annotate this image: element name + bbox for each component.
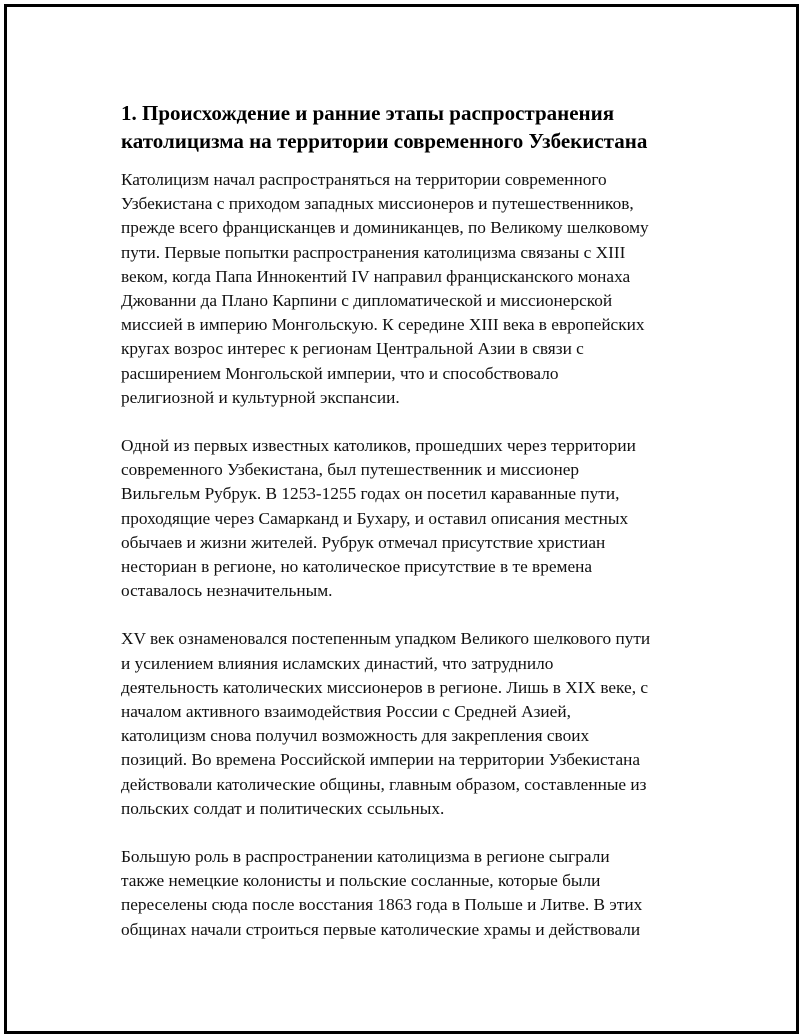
paragraph-line: миссией в империю Монгольскую. К середине XIII века в европейских bbox=[121, 315, 645, 335]
paragraph-line: оставалось незначительным. bbox=[121, 581, 333, 601]
paragraph-line: Католицизм начал распространяться на территории современного bbox=[121, 170, 607, 189]
document-body bbox=[121, 99, 701, 942]
page-frame bbox=[4, 4, 799, 1034]
paragraph-line: несториан в регионе, но католическое присутствие в те времена bbox=[121, 557, 593, 577]
paragraph-line: обычаев и жизни жителей. Рубрук отмечал присутствие христиан bbox=[121, 532, 606, 552]
heading-line: католицизма на территории современного Узбекистана bbox=[121, 129, 648, 153]
paragraph-line: кругах возрос интерес к регионам Центральной Азии в связи с bbox=[121, 339, 584, 359]
paragraph-line: религиозной и культурной экспансии. bbox=[121, 387, 400, 407]
paragraph-line: Большую роль в распространении католицизма в регионе сыграли bbox=[121, 847, 610, 867]
paragraph-line: современного Узбекистана, был путешественник и миссионер bbox=[121, 460, 580, 480]
paragraph-line: расширением Монгольской империи, что и способствовало bbox=[121, 363, 559, 383]
paragraph-line: веком, когда Папа Иннокентий IV направил францисканского монаха bbox=[121, 266, 631, 286]
paragraph-line: Вильгельм Рубрук. В 1253-1255 годах он посетил караванные пути, bbox=[121, 484, 620, 504]
paragraph-line: пути. Первые попытки распространения католицизма связаны с XIII bbox=[121, 242, 626, 262]
paragraph-line: позиций. Во времена Российской империи на территории Узбекистана bbox=[121, 750, 641, 770]
paragraph bbox=[121, 627, 701, 821]
paragraph-line: общинах начали строиться первые католические храмы и действовали bbox=[121, 919, 641, 939]
paragraph-line: проходящие через Самарканд и Бухару, и оставил описания местных bbox=[121, 508, 629, 528]
paragraph-line: также немецкие колонисты и польские сосланные, которые были bbox=[121, 871, 601, 891]
paragraph-line: XV век ознаменовался постепенным упадком Великого шелкового пути bbox=[121, 629, 651, 649]
paragraph bbox=[121, 168, 701, 410]
paragraph-line: и усилением влияния исламских династий, что затруднило bbox=[121, 653, 554, 673]
paragraph-line: прежде всего францисканцев и доминиканцев, по Великому шелковому bbox=[121, 218, 649, 238]
section-heading bbox=[121, 99, 701, 155]
paragraph bbox=[121, 845, 701, 942]
paragraph-line: Джованни да Плано Карпини с дипломатической и миссионерской bbox=[121, 291, 613, 311]
heading-line: 1. Происхождение и ранние этапы распространения bbox=[121, 101, 615, 125]
paragraphs bbox=[121, 168, 701, 942]
paragraph-line: началом активного взаимодействия России с Средней Азией, bbox=[121, 702, 571, 722]
paragraph bbox=[121, 434, 701, 603]
paragraph-line: польских солдат и политических ссыльных. bbox=[121, 798, 445, 818]
paragraph-line: Одной из первых известных католиков, прошедших через территории bbox=[121, 436, 636, 456]
paragraph-line: Узбекистана с приходом западных миссионеров и путешественников, bbox=[121, 194, 634, 214]
paragraph-line: католицизм снова получил возможность для закрепления своих bbox=[121, 726, 590, 746]
paragraph-line: деятельность католических миссионеров в регионе. Лишь в XIX веке, с bbox=[121, 677, 649, 697]
paragraph-line: переселены сюда после восстания 1863 года в Польше и Литве. В этих bbox=[121, 895, 643, 915]
paragraph-line: действовали католические общины, главным образом, составленные из bbox=[121, 774, 647, 794]
